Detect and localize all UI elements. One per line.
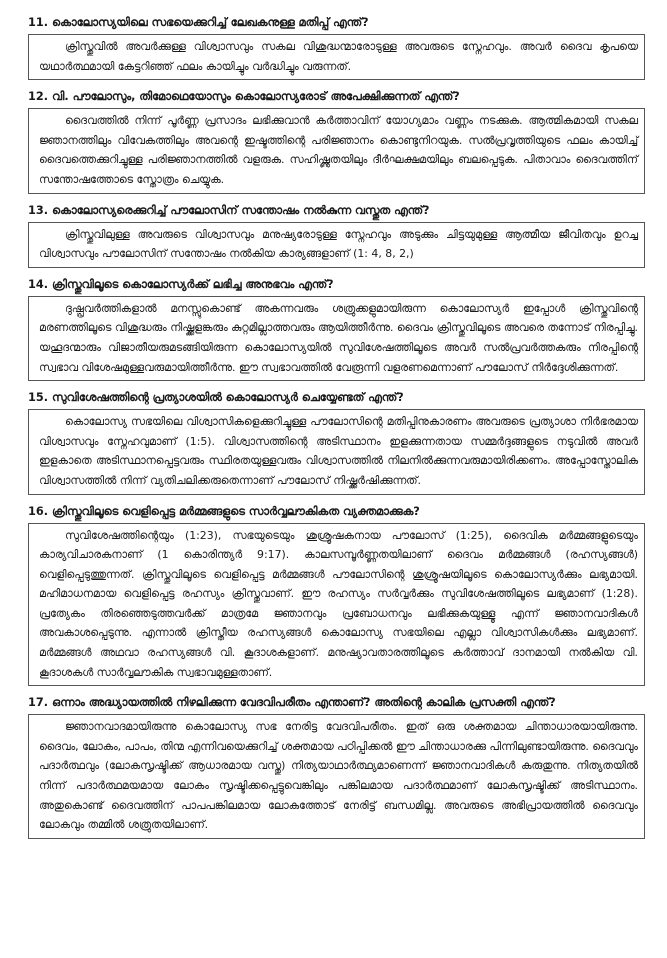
question-text: കൊലോസ്യരെക്കുറിച്ച് പൗലോസിന് സന്തോഷം നൽകുന്ന വസ്തുത എന്ത്? <box>52 203 430 217</box>
qa-item-11 <box>28 14 645 80</box>
question-text: കൊലോസ്യയിലെ സഭയെക്കുറിച്ച് ലേഖകനുള്ള മതിപ്പ് എന്ത്? <box>52 16 369 29</box>
answer-box: ജ്ഞാനവാദമായിരുന്നു കൊലോസ്യ സഭ നേരിട്ട വേദവിപരീതം. ഇത് ഒരു ശക്തമായ ചിന്താധാരയായിരുന്നു. ദൈവം, ലോകം, പാപം, തിന്മ എന്നിവയെക്കുറിച്ച് ശക്തമായ പഠിപ്പിക്കൽ ഈ ചിന്താധാരക്കു പിന്നിലുണ്ടായിരുന്നു. ദൈവവും പദാർത്ഥവും (ലോകസൃഷ്ടിക്ക് ആധാരമായ വസ്തു) നിത്യയാഥാർത്ഥ്യമാണെന്ന് ജ്ഞാനവാദികൾ കരുതുന്നു. നിത്യതയിൽ നിന്ന് പദാർത്ഥമയമായ ലോകം സൃഷ്ടിക്കപ്പെട്ടുവെങ്കിലും പങ്കിലമായ പദാർത്ഥമാണ് ലോകസൃഷ്ടിക്ക് അടിസ്ഥാനം. അതുകൊണ്ട് ദൈവത്തിന് പാപപങ്കിലമായ ലോകത്തോട് നേരിട്ട് ബന്ധമില്ല. അവരുടെ അഭിപ്രായത്തിൽ ദൈവവും ലോകവും തമ്മിൽ ശത്രുതയിലാണ്. <box>28 714 645 839</box>
question-text: ക്രിസ്തുവിലൂടെ കൊലോസ്യർക്ക് ലഭിച്ച അനുഭവം എന്ത്? <box>52 277 334 291</box>
question-number: 13. <box>28 203 49 217</box>
question-heading <box>28 389 645 406</box>
qa-item-15 <box>28 389 645 494</box>
question-number: 17. <box>28 696 49 710</box>
qa-item-12 <box>28 88 645 193</box>
qa-item-13 <box>28 202 645 268</box>
question-heading <box>28 14 645 31</box>
question-number: 14. <box>28 277 49 291</box>
question-heading <box>28 202 645 219</box>
answer-box: സുവിശേഷത്തിന്റെയും (1:23), സഭയുടെയും ശുശ്രൂഷകനായ പൗലോസ് (1:25), ദൈവിക മർമ്മങ്ങളുടെയും കാര്യവിചാരകനാണ് (1 കൊരിന്ത്യർ 9:17). കാലസമ്പൂർണ്ണതയിലാണ് ദൈവം മർമ്മങ്ങൾ (രഹസ്യങ്ങൾ) വെളിപ്പെടുത്തുന്നത്. ക്രിസ്തുവിലൂടെ വെളിപ്പെട്ട മർമ്മങ്ങൾ പൗലോസിന്റെ ശുശ്രൂഷയിലൂടെ കൊലോസ്യർക്കും ലഭ്യമായി. മഹിമാധനമായ വെളിപ്പെട്ട രഹസ്യം ക്രിസ്തുവാണ്. ഈ രഹസ്യം സർവ്വർക്കും സുവിശേഷത്തിലൂടെ ലഭ്യമാണ് (1:28). പ്രത്യേകം തിരഞ്ഞെടുത്തവർക്ക് മാത്രമേ ജ്ഞാനവും പ്രബോധനവും ലഭിക്കുകയുള്ളൂ എന്ന് ജ്ഞാനവാദികൾ അവകാശപ്പെടുന്നു. എന്നാൽ ക്രിസ്തീയ രഹസ്യങ്ങൾ കൊലോസ്യ സഭയിലെ എല്ലാ വിശ്വാസികൾക്കും ലഭ്യമാണ്. മർമ്മങ്ങൾ അഥവാ രഹസ്യങ്ങൾ വി. കൂദാശകളാണ്. മനുഷ്യാവതാരത്തിലൂടെ കർത്താവ് ദാനമായി നൽകിയ വി. കൂദാശകൾ സാർവ്വലൗകിക സ്വഭാവമുള്ളതാണ്. <box>28 523 645 687</box>
question-number: 15. <box>28 391 49 405</box>
question-text: ക്രിസ്തുവിലൂടെ വെളിപ്പെട്ട മർമ്മങ്ങളുടെ സാർവ്വലൗകികത വ്യക്തമാക്കുക? <box>52 504 420 518</box>
question-heading <box>28 276 645 293</box>
qa-item-14 <box>28 276 645 381</box>
qa-item-17 <box>28 694 645 839</box>
answer-box: ദുഷ്പ്രവർത്തികളാൽ മനസ്സുകൊണ്ട് അകന്നവരും ശത്രുക്കളുമായിരുന്ന കൊലോസ്യർ ഇപ്പോൾ ക്രിസ്തുവിന്റെ മരണത്തിലൂടെ വിശുദ്ധരും നിഷ്ക്കളങ്കരും കുറ്റമില്ലാത്തവരും ആയിത്തീർന്നു. ദൈവം ക്രിസ്തുവിലൂടെ അവരെ തന്നോട് നിരപ്പിച്ചു. യഹൂദന്മാരും വിജാതീയരുമടങ്ങിയിരുന്ന കൊലോസ്യയിൽ സുവിശേഷത്തിലൂടെ അവർ സൽപ്രവർത്തകരും നിരപ്പിന്റെ സ്വഭാവ വിശേഷമുള്ളവരുമായിത്തീർന്നു. ഈ സ്വഭാവത്തിൽ വേരൂന്നി വളരണമെന്നാണ് പൗലോസ് നിർദ്ദേശിക്കുന്നത്. <box>28 296 645 381</box>
question-number: 16. <box>28 504 49 518</box>
answer-box: ക്രിസ്തുവിലുള്ള അവരുടെ വിശ്വാസവും മനുഷ്യരോടുള്ള സ്നേഹവും അടുക്കും ചിട്ടയുമുള്ള ആത്മീയ ജീവിതവും ഉറച്ച വിശ്വാസവും പൗലോസിന് സന്തോഷം നൽകിയ കാര്യങ്ങളാണ് (1: 4, 8, 2,) <box>28 222 645 268</box>
question-number: 11. <box>28 16 49 29</box>
answer-box: ക്രിസ്തുവിൽ അവർക്കുള്ള വിശ്വാസവും സകല വിശുദ്ധന്മാരോടുള്ള അവരുടെ സ്നേഹവും. അവർ ദൈവ കൃപയെ യഥാർത്ഥമായി കേട്ടറിഞ്ഞ് ഫലം കായിച്ചും വർദ്ധിച്ചും വരുന്നത്. <box>28 34 645 80</box>
qa-item-16 <box>28 503 645 687</box>
question-number: 12. <box>28 90 49 104</box>
question-heading <box>28 88 645 105</box>
answer-box: കൊലോസ്യ സഭയിലെ വിശ്വാസികളെക്കുറിച്ചുള്ള പൗലോസിന്റെ മതിപ്പിനുകാരണം അവരുടെ പ്രത്യാശാ നിർഭരമായ വിശ്വാസവും സ്നേഹവുമാണ് (1:5). വിശ്വാസത്തിന്റെ അടിസ്ഥാനം ഇളക്കുന്നതായ സമ്മർദ്ദങ്ങളുടെ നടുവിൽ അവർ ഇളകാതെ അടിസ്ഥാനപ്പെട്ടവരും സ്ഥിരതയുള്ളവരും വിശ്വാസത്തിൽ നിലനിൽക്കുന്നവരുമായിരിക്കണം. അപ്പോസ്തോലിക വിശ്വാസത്തിൽ നിന്ന് വ്യതിചലിക്കരുതെന്നാണ് പൗലോസ് നിഷ്ക്കർഷിക്കുന്നത്. <box>28 409 645 494</box>
question-text: വി. പൗലോസും, തിമോഥെയോസും കൊലോസ്യരോട് അപേക്ഷിക്കുന്നത് എന്ത്? <box>52 90 460 104</box>
question-text: ഒന്നാം അദ്ധ്യായത്തിൽ നിഴലിക്കുന്ന വേദവിപരീതം എന്താണ്? അതിന്റെ കാലിക പ്രസക്തി എന്ത്? <box>52 696 556 710</box>
question-heading <box>28 694 645 711</box>
question-heading <box>28 503 645 520</box>
answer-box: ദൈവത്തിൽ നിന്ന് പൂർണ്ണ പ്രസാദം ലഭിക്കുവാൻ കർത്താവിന് യോഗ്യമാം വണ്ണം നടക്കുക. ആത്മികമായി സകല ജ്ഞാനത്തിലും വിവേകത്തിലും അവന്റെ ഇഷ്ടത്തിന്റെ പരിജ്ഞാനം കൊണ്ടുനിറയുക. സൽപ്രവൃത്തിയുടെ ഫലം കായിച്ച് ദൈവത്തെക്കുറിച്ചുള്ള പരിജ്ഞാനത്തിൽ വളരുക. സഹിഷ്ണുതയിലും ദീർഘക്ഷമയിലും ബലപ്പെടുക. പിതാവാം ദൈവത്തിന് സന്തോഷത്തോടെ സ്തോത്രം ചെയ്യുക. <box>28 108 645 193</box>
question-text: സുവിശേഷത്തിന്റെ പ്രത്യാശയിൽ കൊലോസ്യർ ചെയ്യേണ്ടത് എന്ത്? <box>52 391 404 405</box>
